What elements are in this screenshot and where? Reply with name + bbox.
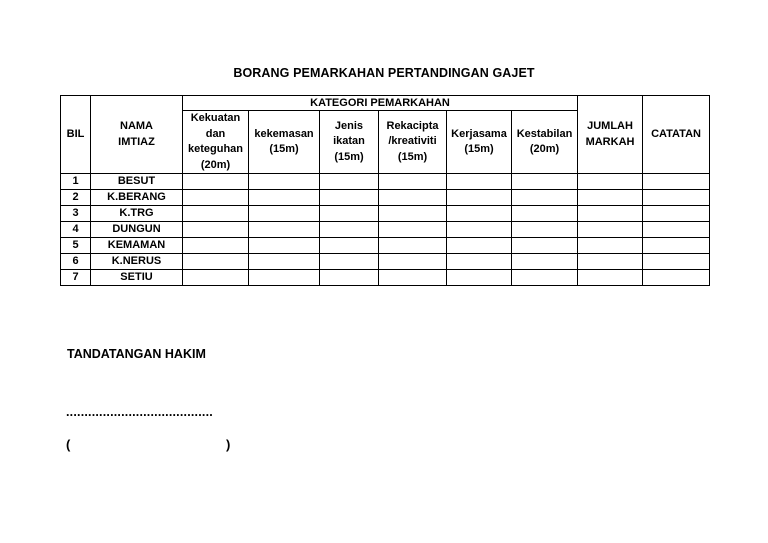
score-cell[interactable] (578, 190, 643, 206)
header-criterion-line: (15m) (464, 143, 494, 155)
header-criterion (320, 111, 379, 174)
judge-name-open-paren: ( (66, 437, 71, 452)
score-cell[interactable] (183, 206, 249, 222)
score-cell[interactable] (320, 238, 379, 254)
header-criterion (249, 111, 320, 174)
score-cell[interactable] (320, 254, 379, 270)
score-cell[interactable] (643, 238, 710, 254)
row-nama: K.NERUS (91, 254, 183, 270)
score-cell[interactable] (249, 206, 320, 222)
header-criterion (379, 111, 447, 174)
header-criterion (183, 111, 249, 174)
score-cell[interactable] (249, 254, 320, 270)
header-criterion-line: ikatan (333, 135, 365, 148)
score-cell[interactable] (578, 238, 643, 254)
header-kategori: KATEGORI PEMARKAHAN (183, 96, 578, 111)
header-criterion-line: Kestabilan (516, 127, 573, 140)
score-cell[interactable] (512, 206, 578, 222)
score-cell[interactable] (512, 222, 578, 238)
header-jumlah-line-2: MARKAH (585, 135, 635, 148)
score-cell[interactable] (183, 254, 249, 270)
header-bil: BIL (61, 96, 91, 174)
row-bil: 1 (61, 174, 91, 190)
score-cell[interactable] (320, 174, 379, 190)
score-cell[interactable] (578, 254, 643, 270)
score-cell[interactable] (447, 206, 512, 222)
score-cell[interactable] (320, 206, 379, 222)
score-cell[interactable] (512, 238, 578, 254)
table-row (61, 238, 710, 254)
header-criterion-line: kekemasan (254, 127, 314, 140)
score-cell[interactable] (379, 238, 447, 254)
score-cell[interactable] (379, 222, 447, 238)
header-criterion-line: dan (205, 127, 226, 140)
row-bil: 7 (61, 270, 91, 286)
score-cell[interactable] (320, 190, 379, 206)
signature-line: ........................................ (66, 405, 213, 419)
header-criterion-line: (20m) (529, 143, 560, 155)
header-criterion (447, 111, 512, 174)
row-bil: 5 (61, 238, 91, 254)
header-criterion-line: (15m) (269, 143, 299, 155)
score-cell[interactable] (512, 190, 578, 206)
row-nama: DUNGUN (91, 222, 183, 238)
header-criterion-line: Rekacipta (386, 119, 439, 132)
score-cell[interactable] (183, 238, 249, 254)
table-row (61, 190, 710, 206)
score-cell[interactable] (512, 254, 578, 270)
score-cell[interactable] (447, 222, 512, 238)
header-criterion-line: Kerjasama (451, 127, 507, 140)
score-cell[interactable] (578, 270, 643, 286)
table-row (61, 174, 710, 190)
score-cell[interactable] (643, 270, 710, 286)
row-nama: K.TRG (91, 206, 183, 222)
score-cell[interactable] (643, 190, 710, 206)
header-criterion-line: (15m) (334, 150, 364, 163)
score-cell[interactable] (578, 174, 643, 190)
header-criterion (512, 111, 578, 174)
score-cell[interactable] (379, 174, 447, 190)
table-row (61, 222, 710, 238)
score-cell[interactable] (447, 174, 512, 190)
score-cell[interactable] (320, 270, 379, 286)
row-nama: K.BERANG (91, 190, 183, 206)
header-criterion-line: /kreativiti (388, 135, 437, 148)
score-cell[interactable] (643, 222, 710, 238)
score-cell[interactable] (379, 206, 447, 222)
score-cell[interactable] (447, 270, 512, 286)
score-cell[interactable] (379, 270, 447, 286)
header-criterion-line: Kekuatan (190, 112, 241, 124)
header-jumlah (578, 96, 643, 174)
table-row (61, 270, 710, 286)
score-cell[interactable] (578, 222, 643, 238)
score-cell[interactable] (183, 190, 249, 206)
score-cell[interactable] (249, 222, 320, 238)
score-cell[interactable] (379, 190, 447, 206)
score-cell[interactable] (512, 270, 578, 286)
row-bil: 2 (61, 190, 91, 206)
score-cell[interactable] (183, 222, 249, 238)
header-criterion-line: (20m) (200, 158, 231, 171)
header-criterion-line: keteguhan (187, 143, 243, 155)
header-criterion-line: (15m) (397, 150, 428, 163)
row-bil: 4 (61, 222, 91, 238)
score-cell[interactable] (643, 206, 710, 222)
score-cell[interactable] (447, 254, 512, 270)
score-cell[interactable] (643, 174, 710, 190)
score-cell[interactable] (183, 270, 249, 286)
header-criterion-line: Jenis (334, 119, 364, 132)
score-cell[interactable] (447, 190, 512, 206)
score-cell[interactable] (249, 190, 320, 206)
row-nama: SETIU (91, 270, 183, 286)
score-cell[interactable] (578, 206, 643, 222)
scoring-table (60, 95, 710, 286)
table-row (61, 254, 710, 270)
score-cell[interactable] (643, 254, 710, 270)
header-nama-line-2: IMTIAZ (118, 135, 155, 148)
scoring-table-body (61, 174, 710, 286)
header-nama (91, 96, 183, 174)
row-bil: 6 (61, 254, 91, 270)
score-cell[interactable] (249, 174, 320, 190)
score-cell[interactable] (447, 238, 512, 254)
header-jumlah-line-1: JUMLAH (587, 120, 633, 132)
row-nama: KEMAMAN (91, 238, 183, 254)
score-cell[interactable] (320, 222, 379, 238)
score-cell[interactable] (512, 174, 578, 190)
judge-signature-label: TANDATANGAN HAKIM (67, 347, 206, 361)
judge-name-close-paren: ) (226, 437, 231, 452)
score-cell[interactable] (183, 174, 249, 190)
row-nama: BESUT (91, 174, 183, 190)
score-cell[interactable] (249, 270, 320, 286)
score-cell[interactable] (379, 254, 447, 270)
row-bil: 3 (61, 206, 91, 222)
score-cell[interactable] (249, 238, 320, 254)
header-catatan: CATATAN (643, 96, 710, 174)
form-title: BORANG PEMARKAHAN PERTANDINGAN GAJET (233, 66, 535, 80)
header-nama-line-1: NAMA (120, 120, 153, 132)
table-row (61, 206, 710, 222)
